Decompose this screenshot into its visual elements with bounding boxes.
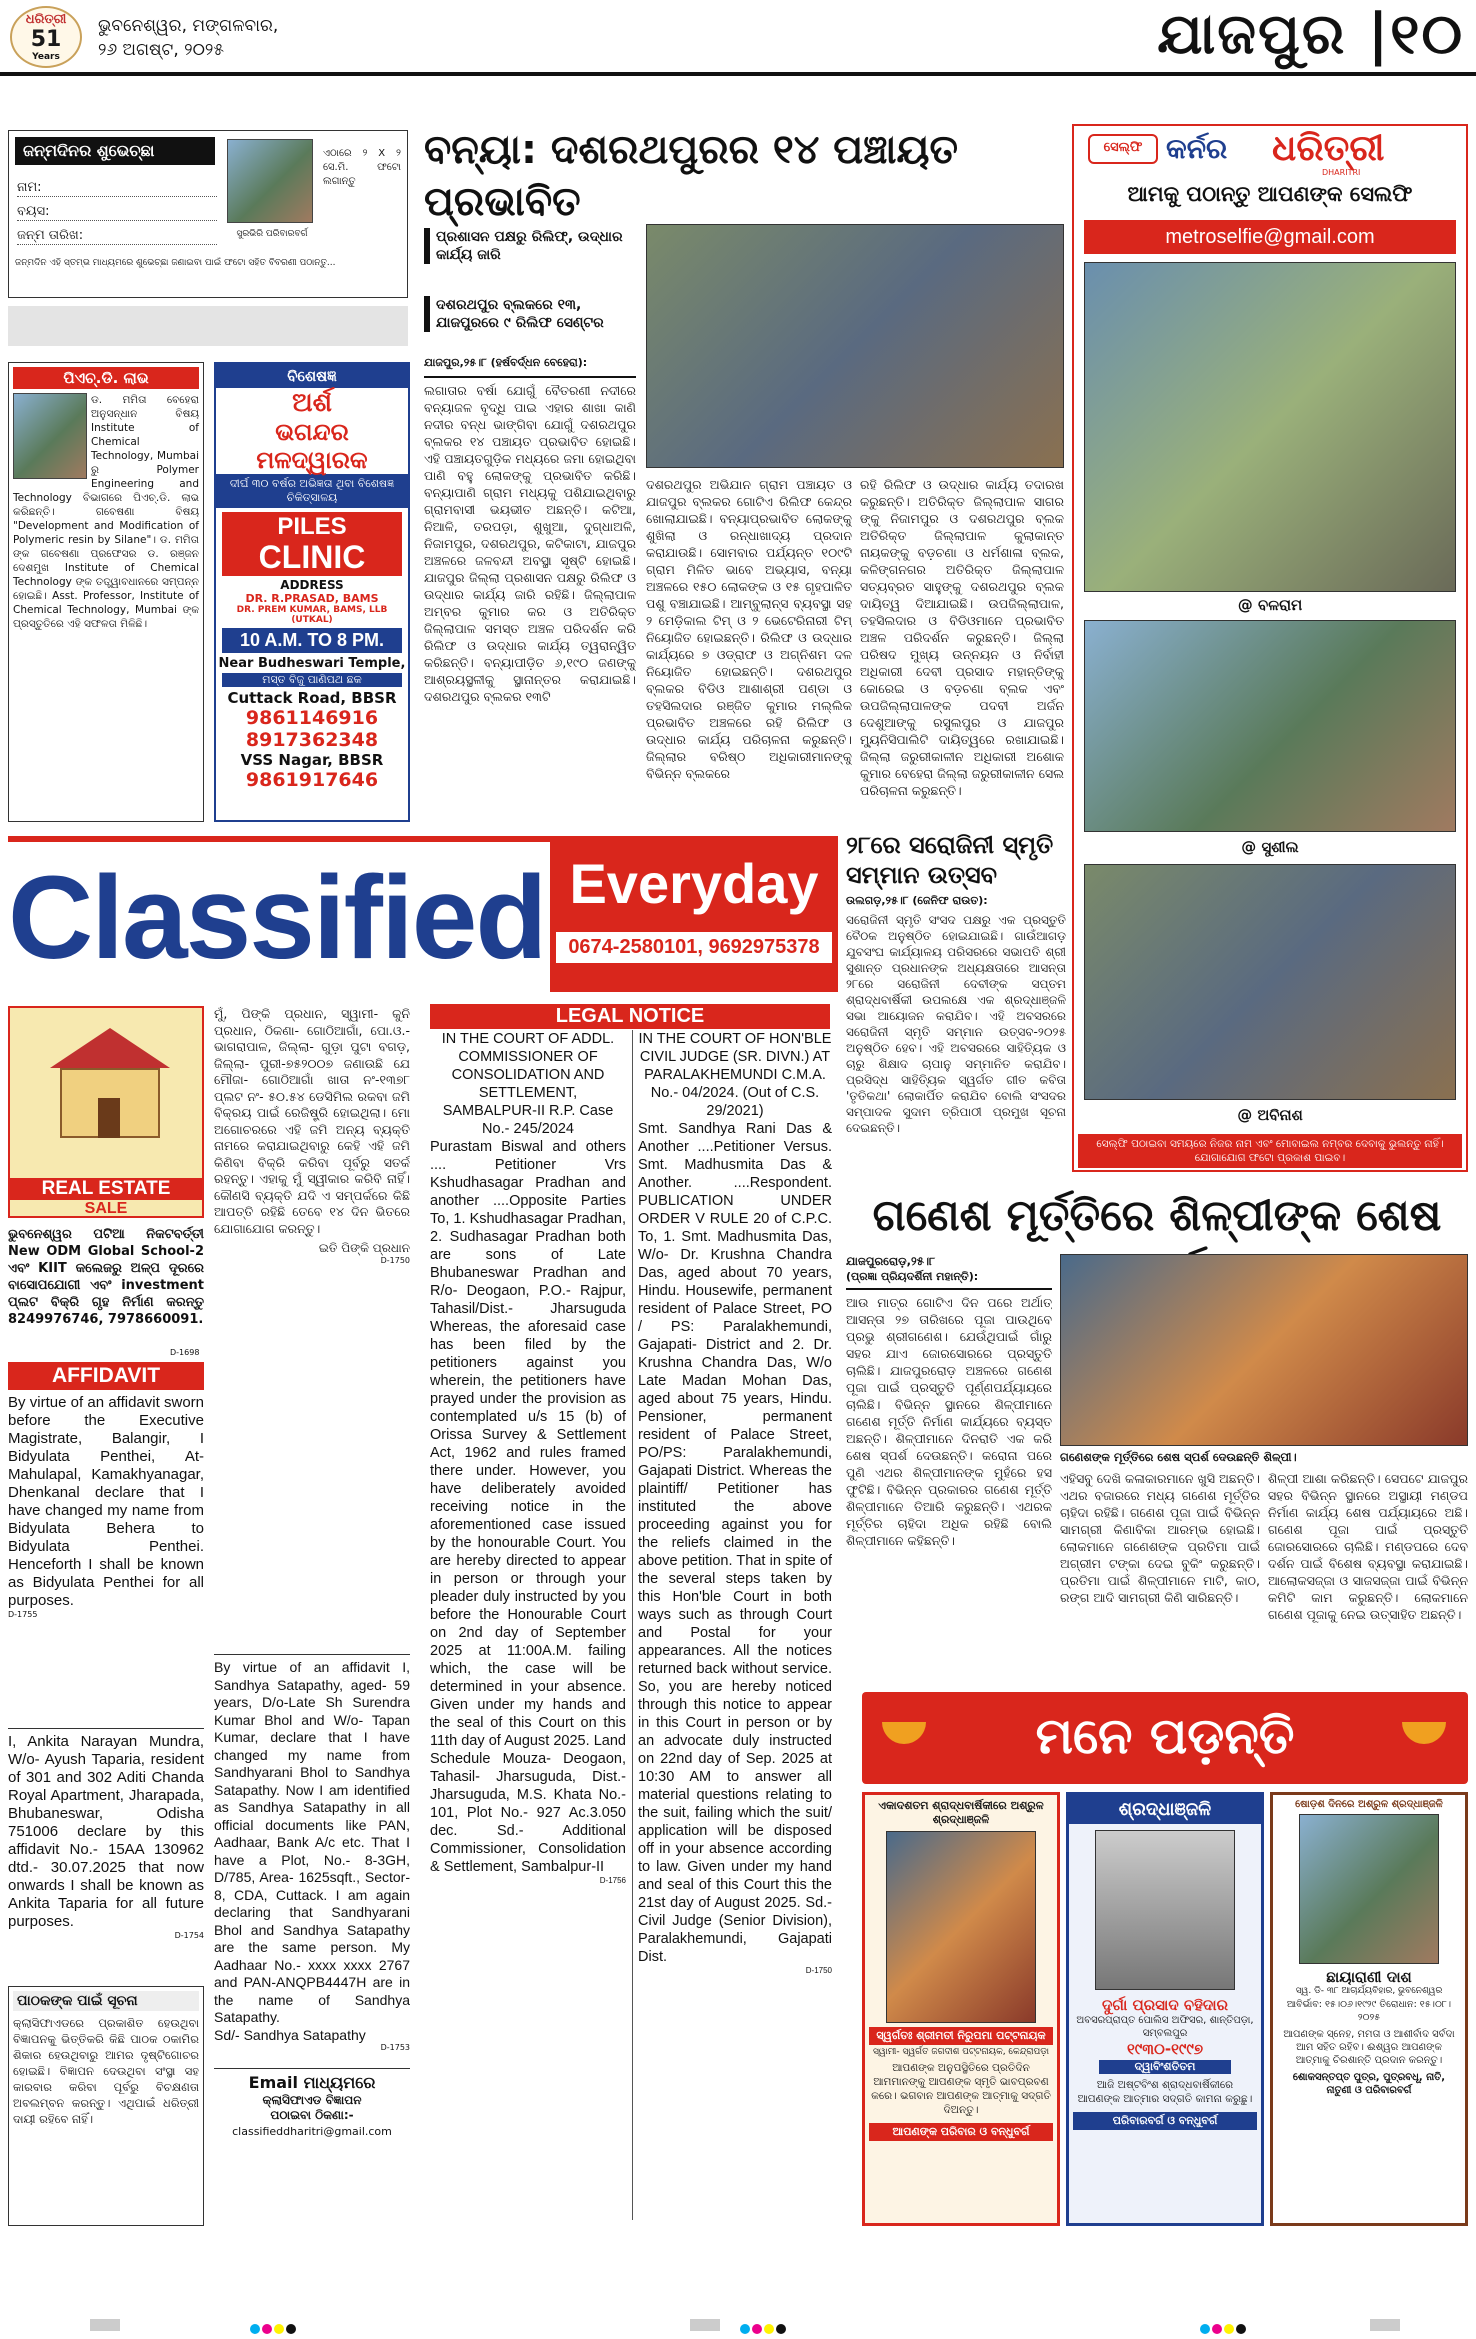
birthday-box <box>8 130 408 298</box>
date-value: ୨୬ ଅଗଷ୍ଟ, ୨୦୨୫ <box>98 40 224 60</box>
clinic-clinic-label: CLINIC <box>258 539 366 575</box>
affidavit-3-sign: Sd/- Sandhya Satapathy <box>214 2026 366 2043</box>
ganesh-body-col-2: ଏହିସବୁ ଦେଖି କଳାକାରମାନେ ଖୁସି ଅଛନ୍ତି। ଏଥର ବଜାରରେ ମଧ୍ୟ ଗଣେଶ ମୂର୍ତ୍ତିର ଚାହିଦା ରହିଛି। ଗଣେଶ ପୂଜା ପାଇଁ ବିଭିନ୍ନ ସାମଗ୍ରୀ କିଣାବିକା ଆରମ୍ଭ ହୋଇଛି। ଲୋକମାନେ ଗଣେଶଙ୍କ ପ୍ରତିମା ପାଇଁ ଅଗ୍ରୀମ ଟଙ୍କା ଦେଇ ବୁକିଂ କରୁଛନ୍ତି। ପ୍ରତିମା ପାଇଁ ଶିଳ୍ପୀମାନେ ମାଟି, କାଠ, ରଙ୍ଗ ଆଦି ସାମଗ୍ରୀ କିଣି ସାରିଛନ୍ତି। <box>1060 1471 1260 1605</box>
affidavit-2-body: I, Ankita Narayan Mundra, W/o- Ayush Taparia, resident of 301 and 302 Aditi Chanda Royal Apartment, Jharapada, Bhubaneswar, Odisha 751006 declare by this affidavit No.- 15AA 130962 dtd.- 30.07.2025 that now onwards I shall be known as Ankita Taparia for all future purposes. <box>8 1733 204 1930</box>
ganesh-headline: ଗଣେଶ ମୂର୍ତ୍ତିରେ ଶିଳ୍ପୀଙ୍କ ଶେଷ <box>872 1191 1442 1241</box>
birthday-age-field: ବୟସ: <box>17 203 217 221</box>
affidavit-1-code: D-1755 <box>8 1610 38 1619</box>
birthday-name-field: ନାମ: <box>17 179 217 197</box>
obituary-2-head: ଶ୍ରଦ୍ଧାଞ୍ଜଳି <box>1069 1795 1261 1824</box>
affidavit-1-body: By virtue of an affidavit sworn before the Executive Magistrate, Balangir, I Bidyulata Penthei, At- Mahulapal, Kamakhyanagar, Dhenkanal declare that I have changed my name from Bidyulata Behera to Bidyulata Penthei. Henceforth I shall be known as Bidyulata Penthei for all purposes. <box>8 1394 204 1609</box>
clinic-addr-2: ମସ୍ତ ବିଜୁ ପାଣିପଥ ଛକ <box>222 673 402 687</box>
land-notice <box>214 1006 410 1646</box>
classified-phones: 0674-2580101, 9692975378 <box>556 932 832 963</box>
legal-notice-2 <box>638 1030 832 2230</box>
land-notice-sign: ଇତି ପିଙ୍କି ପ୍ରଧାନ <box>318 1241 410 1255</box>
phd-photo <box>13 393 87 479</box>
clinic-t2: ଭଗନ୍ଦର <box>275 418 349 446</box>
legal-notice-2-head: IN THE COURT OF HON'BLE CIVIL JUDGE (SR. DIVN.) AT PARALAKHEMUNDI C.M.A. No.- 04/2024. (Out of C.S. 29/2021) <box>638 1031 832 1119</box>
selfie-phone-icon <box>1088 134 1158 164</box>
ganesh-byline: (ପ୍ରଜ୍ଞା ପ୍ରିୟଦର୍ଶିନୀ ମହାନ୍ତି): <box>846 1270 979 1283</box>
obituary-1-name: ସ୍ୱର୍ଗତଃ ଶ୍ରୀମତୀ ନିରୁପମା ପଟ୍ଟନାୟକ <box>869 2027 1053 2045</box>
legal-notice-2-body: Smt. Sandhya Rani Das & Another ....Petitioner Versus. Smt. Madhusmita Das & Another. ....Respondent. PUBLICATION UNDER ORDER V RULE 20 of C.P.C. To, 1. Smt. Madhusmita Das, W/o- Dr. Krushna Chandra Das, aged about 70 years, Hindu. Housewife, permanent resident of Palace Street, PO / PS: Paralakhemundi, Gajapati- District and 2. Dr. Krushna Chandra Das, W/o Late Madan Mohan Das, aged about 75 years, Hindu. Pensioner, permanent resident of Palace Street, PO/PS: Paralakhemundi, Gajapati District. Whereas the plaintiff/ Petitioner has instituted the above proceeding against you for the reliefs claimed in the above petition. That in spite of the several steps taken by this Hon'ble Court in both ways such as through Court and Postal for your appearances. All the notices returned back without service. So, you are hereby noticed through this notice to appear in this Court in person or by an advocate duly instructed on 22nd day of Sep. 2025 at 10:30 AM to answer all material questions relating to the suit, failing which the suit/ application will be disposed off in your absence according to law. Given under my hand and seal of this Court this the 21st day of August 2025. Sd.- Civil Judge (Senior Division), Paralakhemundi, Gajapati Dist. <box>638 1121 832 1965</box>
birthday-title: ଜନ୍ମଦିନର ଶୁଭେଚ୍ଛା <box>15 137 215 165</box>
clinic-experience: ଦୀର୍ଘ ୩୦ ବର୍ଷର ଅଭିଜ୍ଞତା ଥିବା ବିଶେଷଜ୍ଞ ଚିକିତ୍ସାଳୟ <box>216 474 408 508</box>
ganesh-body-col-3: ଶିଳ୍ପୀ ଆଶା କରିଛନ୍ତି। ସେପଟେ ଯାଜପୁର ସହର ବିଭିନ୍ନ ସ୍ଥାନରେ ଅସ୍ଥାୟୀ ମଣ୍ଡପ ନିର୍ମାଣ କାର୍ଯ୍ୟ ଶେଷ ପର୍ଯ୍ୟାୟରେ ଅଛି। ଗଣେଶ ପୂଜା ପାଇଁ ପ୍ରସ୍ତୁତି ଜୋରସୋରରେ ଚାଲିଛି। ମଣ୍ଡପରେ ଦେବ ଦର୍ଶନ ପାଇଁ ବିଶେଷ ବ୍ୟବସ୍ଥା କରାଯାଇଛି। ଆଲୋକସଜ୍ଜା ଓ ସାଜସଜ୍ଜା ପାଇଁ ବିଭିନ୍ନ କମିଟି କାମ କରୁଛନ୍ତି। ଲୋକମାନେ ଗଣେଶ ପୂଜାକୁ ନେଇ ଉତ୍ସାହିତ ଅଛନ୍ତି। <box>1268 1471 1468 1622</box>
obituary-3-photo <box>1299 1814 1439 1964</box>
flood-dateline: ଯାଜପୁର,୨୫।୮ (ହର୍ଷବର୍ଦ୍ଧନ ବେହେରା): <box>424 356 588 369</box>
ganesh-dateline: ଯାଜପୁରରୋଡ଼,୨୫।୮ <box>846 1254 936 1268</box>
legal-notice-1 <box>430 1030 626 2230</box>
selfie-photo-1 <box>1084 262 1456 592</box>
clinic-addr-1: Near Budheswari Temple, <box>218 656 406 671</box>
obituary-2-photo <box>1095 1830 1235 1990</box>
diya-right-icon <box>1402 1722 1446 1744</box>
email-box-email[interactable]: classifieddharitri@gmail.com <box>232 2125 392 2138</box>
clinic-piles-label: PILES <box>277 513 347 540</box>
affidavit-heading: AFFIDAVIT <box>8 1362 204 1390</box>
selfie-caption-1: @ ବଳରାମ <box>1237 596 1303 614</box>
birthday-dob-field: ଜନ୍ମ ତାରିଖ: <box>17 227 217 245</box>
email-box-line-2: ପଠାଇବା ଠିକଣା:- <box>270 2108 354 2122</box>
obituary-2 <box>1066 1792 1264 2226</box>
logo-years-label: Years <box>32 52 60 62</box>
sarojini-dateline: ଉଲଗଡ଼,୨୫।୮ (ଜେନିଫ ରାଉତ): <box>846 894 988 907</box>
clinic-phone-2: 8917362348 <box>245 729 379 751</box>
diya-left-icon <box>882 1722 926 1744</box>
affidavit-3 <box>214 1654 410 2060</box>
flood-bullet-1-text: ପ୍ରଶାସନ ପକ୍ଷରୁ ରିଲିଫ୍, ଉଦ୍ଧାର କାର୍ଯ୍ୟ ଜାରି <box>436 229 623 263</box>
real-estate-ad <box>8 1006 204 1218</box>
flood-body-col-2: ଦଶରଥପୁର ଅଭିଯାନ ଗ୍ରାମ ପଞ୍ଚାୟତ ଓ ଯାଜପୁର ବ୍ଲକର ଗୋଟିଏ ରିଲିଫ କେନ୍ଦ୍ର ଖୋଲାଯାଇଛି। ବନ୍ୟାପ୍ରଭାବିତ ଲୋକଙ୍କୁ ଶୁଖିଲା ଓ ରନ୍ଧାଖାଦ୍ୟ ପ୍ରଦାନ କରାଯାଉଛି। ସୋମବାର ପର୍ଯ୍ୟନ୍ତ ୧୦୯ଟି ଗ୍ରାମ ମିଳିତ ଭାବେ ଅଭ୍ୟାସ, ବନ୍ୟା ଅଞ୍ଚଳରେ ୧୫୦ ଲୋକଙ୍କ ଓ ୧୫ ଗୃହପାଳିତ ପଶୁ ବଞ୍ଚାଯାଇଛି। ଆମ୍ବୁଲାନ୍ସ ବ୍ୟବସ୍ଥା ସହ ୨ ମେଡ଼ିକାଲ ଟିମ୍ ଓ ୨ ଭେଟେରିନାରୀ ଟିମ୍ ନିୟୋଜିତ ହୋଇଛନ୍ତି। ରିଲିଫ ଓ ଉଦ୍ଧାର କାର୍ଯ୍ୟରେ ୭ ଓଡ୍ରାଫ ଓ ଅଗ୍ନିଶମ ଦଳ ନିୟୋଜିତ ହୋଇଛନ୍ତି। ଦଶରଥପୁର ବ୍ଲକର ବିଡିଓ ଆଶାଶ୍ରୀ ପଣ୍ଡା ଓ ତହସିଲଦାର ରଞ୍ଜିତ କୁମାର ମଲ୍ଲିକ ପ୍ରଭାବିତ ଅଞ୍ଚଳରେ ରହି ରିଲିଫ ଓ ଉଦ୍ଧାର କାର୍ଯ୍ୟ ପରିଚାଳନା କରୁଛନ୍ତି। ଜିଲ୍ଲାର ବରିଷ୍ଠ ଅଧିକାରୀମାନଙ୍କୁ ବିଭିନ୍ନ ବ୍ଲକରେ <box>646 477 852 781</box>
selfie-caption-2: @ ସୁଶୀଲ <box>1241 838 1299 856</box>
ganesh-body-col-1: ଆଉ ମାତ୍ର ଗୋଟିଏ ଦିନ ପରେ ଅର୍ଥାତ୍ ଆସନ୍ତା ୨୭ ତାରିଖରେ ପୂଜା ପାଉଥିବେ ପ୍ରଭୁ ଶ୍ରୀଗଣେଶ। ଯେଉଁଥିପାଇଁ ଗାଁରୁ ସହର ଯାଏ ଜୋରସୋରରେ ପ୍ରସ୍ତୁତି ଚାଲିଛି। ଯାଜପୁରରୋଡ଼ ଅଞ୍ଚଳରେ ଗଣେଶ ପୂଜା ପାଇଁ ପ୍ରସ୍ତୁତି ପୂର୍ଣ୍ଣପର୍ଯ୍ୟାୟରେ ଚାଲିଛି। ବିଭିନ୍ନ ସ୍ଥାନରେ ଶିଳ୍ପୀମାନେ ଗଣେଶ ମୂର୍ତ୍ତି ନିର୍ମାଣ କାର୍ଯ୍ୟରେ ବ୍ୟସ୍ତ ଅଛନ୍ତି। ଶିଳ୍ପୀମାନେ ଦିନରାତି ଏକ କରି ଶେଷ ସ୍ପର୍ଶ ଦେଉଛନ୍ତି। କରୋନା ପରେ ପୁଣି ଏଥର ଶିଳ୍ପୀମାନଙ୍କ ମୁହଁରେ ହସ ଫୁଟିଛି। ବିଭିନ୍ନ ପ୍ରକାରର ଗଣେଶ ମୂର୍ତ୍ତି ଶିଳ୍ପୀମାନେ ତିଆରି କରୁଛନ୍ତି। ଏଥରକ ମୂର୍ତ୍ତିର ଚାହିଦା ଅଧିକ ରହିଛି ବୋଲି ଶିଳ୍ପୀମାନେ କହିଛନ୍ତି। <box>846 1295 1052 1548</box>
selfie-email[interactable]: metroselfie@gmail.com <box>1084 220 1456 254</box>
clinic-timing: 10 A.M. TO 8 PM. <box>222 628 402 653</box>
clinic-tag: ବିଶେଷଜ୍ଞ <box>216 364 408 388</box>
selfie-brand-2: ଧରିତ୍ରୀ <box>1272 128 1385 169</box>
sarojini-body: ସରୋଜିନୀ ସ୍ମୃତି ସଂସଦ ପକ୍ଷରୁ ଏକ ପ୍ରସ୍ତୁତି ବୈଠକ ଅନୁଷ୍ଠିତ ହୋଇଯାଇଛି। ଗାଉଁଆଗଡ଼ ଯୁବସଂଘ କାର୍ଯ୍ୟାଳୟ ପରିସରରେ ସଭାପତି ଶ୍ରୀ ସୁଶାନ୍ତ ପ୍ରଧାନଙ୍କ ଅଧ୍ୟକ୍ଷତାରେ ଆସନ୍ତା ୨୮ରେ ସରୋଜିନୀ ଦେବୀଙ୍କ ସପ୍ତମ ଶ୍ରାଦ୍ଧବାର୍ଷିକୀ ଉପଲକ୍ଷେ ଏକ ଶ୍ରଦ୍ଧାଞ୍ଜଳି ସଭା ଆୟୋଜନ କରାଯିବ। ଏହି ଅବସରରେ ସରୋଜିନୀ ସ୍ମୃତି ସମ୍ମାନ ଉତ୍ସବ-୨୦୨୫ ଅନୁଷ୍ଠିତ ହେବ। ଏହି ଅବସରରେ ସାହିତ୍ୟିକ ଓ ଚାରୁ ଶିକ୍ଷାଦ ଚାପାନୁ ସମ୍ମାନିତ କରାଯିବ। ପ୍ରସିଦ୍ଧ ସାହିତ୍ୟିକ ସ୍ୱର୍ଗତ ଗୀତ କବିତା 'ତୃତିକଥା' ଲୋକାର୍ପିତ କରାଯିବ ବୋଲି ସଂସଦର ସମ୍ପାଦକ ସୁଦାମ ତ୍ରିପାଠୀ ପ୍ରମୁଖ ସୂଚନା ଦେଇଛନ୍ତି। <box>846 913 1066 1135</box>
real-estate-sale: SALE <box>84 1200 128 1217</box>
obituary-3-name: ଛାୟାରାଣୀ ଦାଶ <box>1326 1968 1412 1986</box>
reader-notice-title: ପାଠକଙ୍କ ପାଇଁ ସୂଚନା <box>13 1991 199 2011</box>
house-illustration <box>50 1028 170 1138</box>
clinic-address-label: ADDRESS <box>280 578 344 592</box>
clinic-addr-4: VSS Nagar, BBSR <box>240 751 384 769</box>
classified-banner <box>8 836 838 992</box>
ganesh-photo <box>1060 1254 1468 1446</box>
email-box <box>214 2068 410 2168</box>
selfie-photo-3 <box>1084 864 1456 1100</box>
legal-notice-2-code: D-1750 <box>805 1966 832 1975</box>
legal-notice-1-body: Purastam Biswal and others .... Petitioner Vrs Kshudhasagar Pradhan and another ....Opposite Parties To, 1. Kshudhasagar Pradhan, 2. Sudhasagar Pradhan both are sons of Late Bhubaneswar Pradhan and R/o- Deogaon, P.O.- Rajpur, Tahasil/Dist.- Jharsuguda Whereas, the aforesaid case has been filed by the petitioners against you wherein, the petitioners have prayed under the provision as contemplated u/s 15 (b) of Orissa Survey & Settlement Act, 1962 and rules framed there under. However, you have deliberately avoided receiving notice in the aforementioned case issued by the honourable Court. You are hereby directed to appear in person or through your pleader duly instructed by you before the Honourable Court on 2nd day of September 2025 at 11:00A.M. failing which, the case will be determined in your absence. Given under my hands and the seal of this Court on this 11th day of August 2025. Land Schedule Mouza- Deogaon, Tahasil- Jharsuguda, Dist.- Jharsuguda, M.S. Khata No.- 101, Plot No.- 927 Ac.3.050 dec. Sd.- Additional Commissioner, Consolidation & Settlement, Sambalpur-II <box>430 1139 626 1875</box>
print-registration-marks <box>0 2311 1476 2339</box>
clinic-doctor-1: DR. R.PRASAD, BAMS <box>245 592 379 605</box>
land-notice-code: D-1750 <box>380 1256 410 1265</box>
selfie-corner <box>1072 124 1468 1172</box>
real-estate-label: REAL ESTATE <box>10 1178 202 1200</box>
flood-body-col-3: ରହି ରିଲିଫ ଓ ଉଦ୍ଧାର କାର୍ଯ୍ୟ ତଦାରଖ କରୁଛନ୍ତି। ଅତିରିକ୍ତ ଜିଲ୍ଲାପାଳ ସାଗର ଙ୍କୁ ନିଜାମପୁର ଓ ଦଶରଥପୁର ବ୍ଲକ ଅତିରିକ୍ତ ଜିଲ୍ଲାପାଳ କୁଲାକାନ୍ତ ନାୟକଙ୍କୁ ବଡ଼ଚଣା ଓ ଧର୍ମଶାଳା ବ୍ଲକ, କଳିଙ୍ଗନଗର ଅତିରିକ୍ତ ଜିଲ୍ଲାପାଳ ସତ୍ୟବ୍ରତ ସାହୁଙ୍କୁ ଦଶରଥପୁର ବ୍ଲକ ଦାୟିତ୍ୱ ଦିଆଯାଇଛି। ଉପଜିଲ୍ଲାପାଳ, ତହସିଲଦାର ଓ ବିଡିଓମାନେ ପ୍ରଭାବିତ ଅଞ୍ଚଳ ପରିଦର୍ଶନ କରୁଛନ୍ତି। ଜିଲ୍ଲା ପରିଷଦ ମୁଖ୍ୟ ଉନ୍ନୟନ ଓ ନିର୍ବାହୀ ଅଧିକାରୀ ଦେବୀ ପ୍ରସାଦ ମହାନ୍ତିଙ୍କୁ କୋରେଇ ଓ ବଡ଼ଚଣା ବ୍ଲକ ଏବଂ ଉପଜିଲ୍ଲାପାଳଙ୍କ ପଦବୀ ଅର୍ଜନ ଦେଶୁଆଙ୍କୁ ରସୁଲପୁର ଓ ଯାଜପୁର ମ୍ୟୁନିସିପାଲିଟି ଦାୟିତ୍ୱରେ ରଖାଯାଇଛି। ଜିଲ୍ଲା ଜରୁରୀକାଳୀନ ଅଧିକାରୀ ଅଶୋକ କୁମାର ବେହେରା ଜିଲ୍ଲା ଜରୁରୀକାଳୀନ ସେଲ ପରିଚାଳନା କରୁଛନ୍ତି। <box>860 477 1064 798</box>
real-estate-body: ଭୁବନେଶ୍ୱର ପଟିଆ ନିକଟବର୍ତ୍ତୀ New ODM Global School-2 ଏବଂ KIIT କଲେଜରୁ ଅଳ୍ପ ଦୂରରେ ବାସୋପଯୋଗୀ ଏବଂ investment ପ୍ଲଟ ବିକ୍ରି ଗୃହ ନିର୍ମାଣ କରନ୍ତୁ 8249976746, 7978660091. <box>8 1227 204 1327</box>
obituary-2-tag: ଦ୍ୱାବିଂଶତିତମ <box>1099 2060 1231 2074</box>
affidavit-3-body: By virtue of an affidavit I, Sandhya Satapathy, aged- 59 years, D/o-Late Sh Surendra Kumar Bhol and W/o- Tapan Kumar, declare that I have changed my name from Sandhyarani Bhol to Sandhya Satapathy. Now I am identified as Sandhya Satapathy in all official documents like PAN, Aadhaar, Bank A/c etc. That I have a Plot, No.- 8-3GH, D/785, Area- 1625sqft., Sector-8, CDA, Cuttack. I am again declaring that Sandhyarani Bhol and Sandhya Satapathy are the same person. My Aadhaar No.- xxxx xxxx 2767 and PAN-ANQPB4447H are in the name of Sandhya Satapathy. <box>214 1659 410 2025</box>
obituary-2-sub: ଅବସରପ୍ରାପ୍ତ ପୋଲିସ ଅଫିସର, ଶାନ୍ତିପଡ଼ା, ସମ୍ବଲପୁର <box>1076 2015 1254 2039</box>
sarojini-headline: ୨୮ରେ ସରୋଜିନୀ ସ୍ମୃତି ସମ୍ମାନ ଉତ୍ସବ <box>846 831 1054 889</box>
birthday-note: ଜନ୍ମଦିନ ଏହି ସ୍ତମ୍ଭ ମାଧ୍ୟମରେ ଶୁଭେଚ୍ଛା ଜଣାଇବା ପାଇଁ ଫଟୋ ସହିତ ବିବରଣୀ ପଠାନ୍ତୁ... <box>15 258 336 268</box>
affidavit-2 <box>8 1728 204 1978</box>
obituary-2-body: ଆଜି ଅଷ୍ଟବିଂଶ ଶ୍ରାଦ୍ଧବାର୍ଷିକୀରେ ଆପଣଙ୍କ ଆତ୍ମାର ସଦ୍‌ଗତି କାମନା କରୁଛୁ। <box>1077 2079 1253 2105</box>
phd-body: ଡ. ମମିତା ବେହେରା ଅନୁସନ୍ଧାନ ବିଷୟ Institute of Chemical Technology, Mumbai ରୁ Polymer Engineering and Technology ବିଭାଗରେ ପିଏଚ୍.ଡି. ଲାଭ କରିଛନ୍ତି। ଗବେଷଣା ବିଷୟ "Development and Modification of Polymeric resin by Silane"। ଡ. ମମିତା ଙ୍କ ଗବେଷଣା ପ୍ରଫେସର ଡ. ରଞ୍ଜନ ଦେଶମୁଖ Institute of Chemical Technology ଙ୍କ ତତ୍ତ୍ୱାବଧାନରେ ସମ୍ପନ୍ନ ହୋଇଛି। Asst. Professor, Institute of Chemical Technology, Mumbai ଙ୍କ ପ୍ରସ୍ତୁତିରେ ଏହି ସଫଳତା ମିଳିଛି। <box>13 394 199 630</box>
birthday-photo-note: ଏଠାରେ ୨ X ୨ ସେ.ମି. ଫଟୋ ଲଗାନ୍ତୁ <box>323 148 401 187</box>
logo-name: ଧରିତ୍ରୀ <box>25 12 67 27</box>
flood-photo <box>646 224 1064 468</box>
clinic-t1: ଅର୍ଶ <box>292 388 332 418</box>
selfie-photo-2 <box>1084 620 1456 832</box>
real-estate-code: D-1698 <box>170 1348 200 1357</box>
obituary-1 <box>862 1792 1060 2226</box>
obituary-2-name: ଦୁର୍ଗା ପ୍ରସାଦ ବହିଦାର <box>1102 1996 1228 2014</box>
reader-notice-body: କ୍ଲାସିଫାଏଡରେ ପ୍ରକାଶିତ ହେଉଥିବା ବିଜ୍ଞାପନକୁ ଭିତ୍ତିକରି କିଛି ପାଠକ ଠକାମିର ଶିକାର ହେଉଥିବାରୁ ଆମର ଦୃଷ୍ଟିଗୋଚର ହୋଇଛି। ବିଜ୍ଞାପନ ଦେଉଥିବା ସଂସ୍ଥା ସହ କାରବାର କରିବା ପୂର୍ବରୁ ବିଚକ୍ଷଣତା ଅବଲମ୍ବନ କରନ୍ତୁ। ଏଥିପାଇଁ ଧରିତ୍ରୀ ଦାୟୀ ରହିବେ ନାହିଁ। <box>13 2016 199 2126</box>
header-rule <box>0 72 1476 76</box>
obituary-1-head: ଏକାଦଶତମ ଶ୍ରାଦ୍ଧବାର୍ଷିକୀରେ ଅଶ୍ରୁଳ ଶ୍ରଦ୍ଧାଞ୍ଜଳି <box>878 1799 1044 1826</box>
selfie-tagline: ଆମକୁ ପଠାନ୍ତୁ ଆପଣଙ୍କ ସେଲଫି <box>1127 182 1413 206</box>
ganesh-rule <box>846 1288 1052 1290</box>
legal-column-rule <box>632 1030 633 2220</box>
obituary-3-footer: ଶୋକସନ୍ତପ୍ତ ପୁତ୍ର, ପୁତ୍ରବଧୂ, ନାତି, ନାତୁଣୀ ଓ ପରିବାରବର୍ଗ <box>1292 2072 1446 2096</box>
legal-notice-1-head: IN THE COURT OF ADDL. COMMISSIONER OF CONSOLIDATION AND SETTLEMENT, SAMBALPUR-II R.P. Case No.- 245/2024 <box>441 1031 615 1137</box>
birthday-caption: ସୁରଭିରି ପରିବାରବର୍ଗ <box>236 229 308 239</box>
selfie-small-label: ସେଲ୍ଫି <box>1103 140 1143 155</box>
mane-banner <box>862 1692 1468 1784</box>
selfie-brand-en: DHARITRI <box>1322 168 1361 177</box>
flood-body-col-1: ଲଗାତାର ବର୍ଷା ଯୋଗୁଁ ବୈତରଣୀ ନଦୀରେ ବନ୍ୟାଜଳ ବୃଦ୍ଧି ପାଇ ଏହାର ଶାଖା କାଣି ନଦୀର ବନ୍ଧ ଭାଙ୍ଗିବା ଯୋଗୁଁ ଦଶରଥପୁର ବ୍ଲକର ୧୪ ପଞ୍ଚାୟତ ପ୍ରଭାବିତ ହୋଇଛି। ଏହି ପଞ୍ଚାୟତଗୁଡ଼ିକ ମଧ୍ୟରେ ଜମା ହୋଇଥିବା ପାଣି ବହୁ ଲୋକଙ୍କୁ ପ୍ରଭାବିତ କରିଛି। ବନ୍ୟାପାଣି ଗ୍ରାମ ମଧ୍ୟକୁ ପଶିଯାଇଥିବାରୁ ଗ୍ରାମବାସୀ ଭୟଭୀତ ଅଛନ୍ତି। କଟିଆ, ନିଆଳି, ତରପଡ଼ା, ଶୁଖୁଆ, ଦୁଗ୍ଧାଅଳି, ନିଜାମପୁର, ଦଶରଥପୁର, କଟିକାଟା, ଯାଜପୁର ଅଞ୍ଚଳରେ ଜଳବନ୍ଦୀ ଅବସ୍ଥା ସୃଷ୍ଟି ହୋଇଛି। ଯାଜପୁର ଜିଲ୍ଲା ପ୍ରଶାସନ ପକ୍ଷରୁ ରିଲିଫ ଓ ଉଦ୍ଧାର କାର୍ଯ୍ୟ ଜାରି ରହିଛି। ଜିଲ୍ଲାପାଳ ଅମ୍ବର କୁମାର କର ଓ ଅତିରିକ୍ତ ଜିଲ୍ଲାପାଳ ସମସ୍ତ ଅଞ୍ଚଳ ପରିଦର୍ଶନ କରି ରିଲିଫ ଓ ଉଦ୍ଧାର କାର୍ଯ୍ୟ ତ୍ୱରାନ୍ୱିତ କରିଛନ୍ତି। ବନ୍ୟାପୀଡ଼ିତ ୬,୧୯୦ ଜଣଙ୍କୁ ଆଶ୍ରୟସ୍ଥଳୀକୁ ସ୍ଥାନାନ୍ତର କରାଯାଇଛି। ଦଶରଥପୁର ବ୍ଲକର ୧୩ଟି <box>424 383 636 704</box>
clinic-phone-1: 9861146916 <box>245 707 379 729</box>
flood-bullet-1 <box>424 228 636 264</box>
clinic-addr-3: Cuttack Road, BBSR <box>227 689 397 707</box>
land-notice-body: ମୁଁ, ପିଙ୍କି ପ୍ରଧାନ, ସ୍ୱାମୀ- କୁନି ପ୍ରଧାନ, ଠିକଣା- ଗୋଠିଆଗାଁ, ପୋ.ଓ.- ଭାଗରାପାଳ, ଜିଲ୍ଲା- ଗୁଡ଼ା ପୁଟା ବଗଡ଼, ଜିଲ୍ଲା- ପୁରୀ-୭୫୨୦୦୭ ଜଣାଉଛି ଯେ ମୌଜା- ଗୋଠିଆଗାଁ ଖାତା ନଂ-୧୩୭୮ ପ୍ଲଟ ନଂ- ୫୦.୫୪ ଡେସିମିଲ ରକବା ଜମି ବିକ୍ରୟ ପାଇଁ ରେଜିଷ୍ଟ୍ରି ହୋଇଥିଲା। ମୋ ଅଗୋଚରରେ ଏହି ଜମି ଅନ୍ୟ ବ୍ୟକ୍ତି ନାମରେ କରାଯାଇଥିବାରୁ କେହି ଏହି ଜମି କିଣିବା ବିକ୍ରି କରିବା ପୂର୍ବରୁ ସତର୍କ ରହନ୍ତୁ। ଏହାକୁ ମୁଁ ସ୍ୱୀକାର କରିବି ନାହିଁ। କୌଣସି ବ୍ୟକ୍ତି ଯଦି ଏ ସମ୍ପର୍କରେ କିଛି ଆପତ୍ତି ରହିଛି ତେବେ ୧୪ ଦିନ ଭିତରେ ଯୋଗାଯୋଗ କରନ୍ତୁ। <box>214 1006 410 1236</box>
flood-bullet-2-text: ଦଶରଥପୁର ବ୍ଲକରେ ୧୩, ଯାଜପୁରରେ ୯ ରିଲିଫ ସେଣ୍ଟର <box>436 297 604 331</box>
legal-notice-title: LEGAL NOTICE <box>430 1004 830 1029</box>
birthday-fields <box>17 179 217 245</box>
classified-everyday-box <box>550 842 838 992</box>
page-title: ଯାଜପୁର |୧୦ <box>1157 2 1464 67</box>
affidavit-1 <box>8 1394 204 1724</box>
email-box-title: Email ମାଧ୍ୟମରେ <box>248 2073 376 2092</box>
logo-years-number: 51 <box>30 27 62 52</box>
flood-bullet-2 <box>424 296 636 332</box>
affidavit-3-code: D-1753 <box>380 2042 410 2052</box>
grey-strip <box>8 306 408 346</box>
email-box-line-1: କ୍ଲାସିଫାଏଡ ବିଜ୍ଞାପନ <box>262 2093 362 2107</box>
obituary-3 <box>1270 1792 1468 2226</box>
classified-everyday: Everyday <box>569 852 819 915</box>
dateline <box>98 14 278 62</box>
legal-notice-1-code: D-1756 <box>599 1876 626 1885</box>
birthday-photo <box>227 139 313 223</box>
obituary-1-body: ଆପଣଙ୍କ ଅନୁପସ୍ଥିତିରେ ପ୍ରତିଦିନ ଆମମାନଙ୍କୁ ଆପଣଙ୍କ ସ୍ମୃତି ଭାବପ୍ରବଣ କରେ। ଭଗବାନ ଆପଣଙ୍କ ଆତ୍ମାକୁ ସଦ୍‌ଗତି ଦିଅନ୍ତୁ। <box>871 2062 1051 2116</box>
selfie-caption-3: @ ଅବିନାଶ <box>1237 1106 1303 1124</box>
obituary-3-sub: ସ୍ୱ. ଡି- ୩୮ ଆଚାର୍ଯ୍ୟବିହାର, ଭୁବନେଶ୍ୱର <box>1295 1986 1443 1996</box>
clinic-doctor-2: DR. PREM KUMAR, BAMS, LLB (UTKAL) <box>236 605 388 625</box>
selfie-footer: ସେଲ୍ଫି ପଠାଇବା ସମୟରେ ନିଜର ନାମ ଏବଂ ମୋବାଇଲ ନମ୍ବର ଦେବାକୁ ଭୁଲନ୍ତୁ ନାହିଁ। ଯୋଗାଯୋଗ ଫଟୋ ପ୍ରକାଶ ପାଇବ। <box>1078 1134 1462 1168</box>
obituary-1-sub: ସ୍ୱାମୀ- ସ୍ୱର୍ଗତ ଜଗଦୀଶ ପଟ୍ଟନାୟକ, କେନ୍ଦ୍ରାପଡ଼ା <box>872 2047 1049 2057</box>
clinic-phone-3: 9861917646 <box>245 769 379 791</box>
flood-headline: ବନ୍ୟା: ଦଶରଥପୁରର ୧୪ ପଞ୍ଚାୟତ ପ୍ରଭାବିତ <box>424 127 958 225</box>
clinic-ad <box>214 362 410 822</box>
obituary-2-dates: ୧୯୩୦-୧୯୯୭ <box>1126 2040 1204 2058</box>
clinic-t3: ମଳଦ୍ୱାରକ <box>256 446 368 474</box>
obituary-3-body: ଆପଣଙ୍କ ସ୍ନେହ, ମମତା ଓ ଆଶୀର୍ବାଦ ସର୍ବଦା ଆମ ସହିତ ରହିବ। ଈଶ୍ୱର ଆପଣଙ୍କ ଆତ୍ମାକୁ ଚିରଶାନ୍ତି ପ୍ରଦାନ କରନ୍ତୁ। <box>1283 2029 1455 2066</box>
date-city: ଭୁବନେଶ୍ୱର, ମଙ୍ଗଳବାର, <box>98 16 279 36</box>
mane-title: ମନେ ପଡ଼ନ୍ତି <box>1035 1707 1295 1765</box>
selfie-brand-1: କର୍ନର <box>1166 132 1228 165</box>
affidavit-2-code: D-1754 <box>174 1931 204 1940</box>
obituary-2-footer: ପରିବାରବର୍ଗ ଓ ବନ୍ଧୁବର୍ଗ <box>1073 2112 1257 2130</box>
dharitri-logo <box>10 6 82 68</box>
obituary-1-footer: ଆପଣଙ୍କ ପରିବାର ଓ ବନ୍ଧୁବର୍ଗ <box>869 2123 1053 2141</box>
reader-notice <box>8 1986 204 2226</box>
obituary-3-head: ଷୋଡ଼ଶ ଦିନରେ ଅଶ୍ରୁଳ ଶ୍ରଦ୍ଧାଞ୍ଜଳି <box>1295 1799 1443 1810</box>
clinic-piles <box>222 512 402 576</box>
obituary-3-dates: ଆବିର୍ଭାବ: ୧୫।୦୬।୧୯୨୯ ତିରୋଧାନ: ୧୫।୦୮।୨୦୨୫ <box>1286 1999 1452 2023</box>
phd-title: ପିଏଚ୍.ଡି. ଲାଭ <box>13 367 199 389</box>
ganesh-caption: ଗଣେଶଙ୍କ ମୂର୍ତ୍ତିରେ ଶେଷ ସ୍ପର୍ଶ ଦେଉଛନ୍ତି ଶିଳ୍ପୀ। <box>1060 1450 1297 1464</box>
classified-word: Classified <box>8 852 546 984</box>
phd-box <box>8 362 204 822</box>
obituary-1-photo <box>886 1831 1036 2023</box>
flood-rule <box>424 376 636 378</box>
